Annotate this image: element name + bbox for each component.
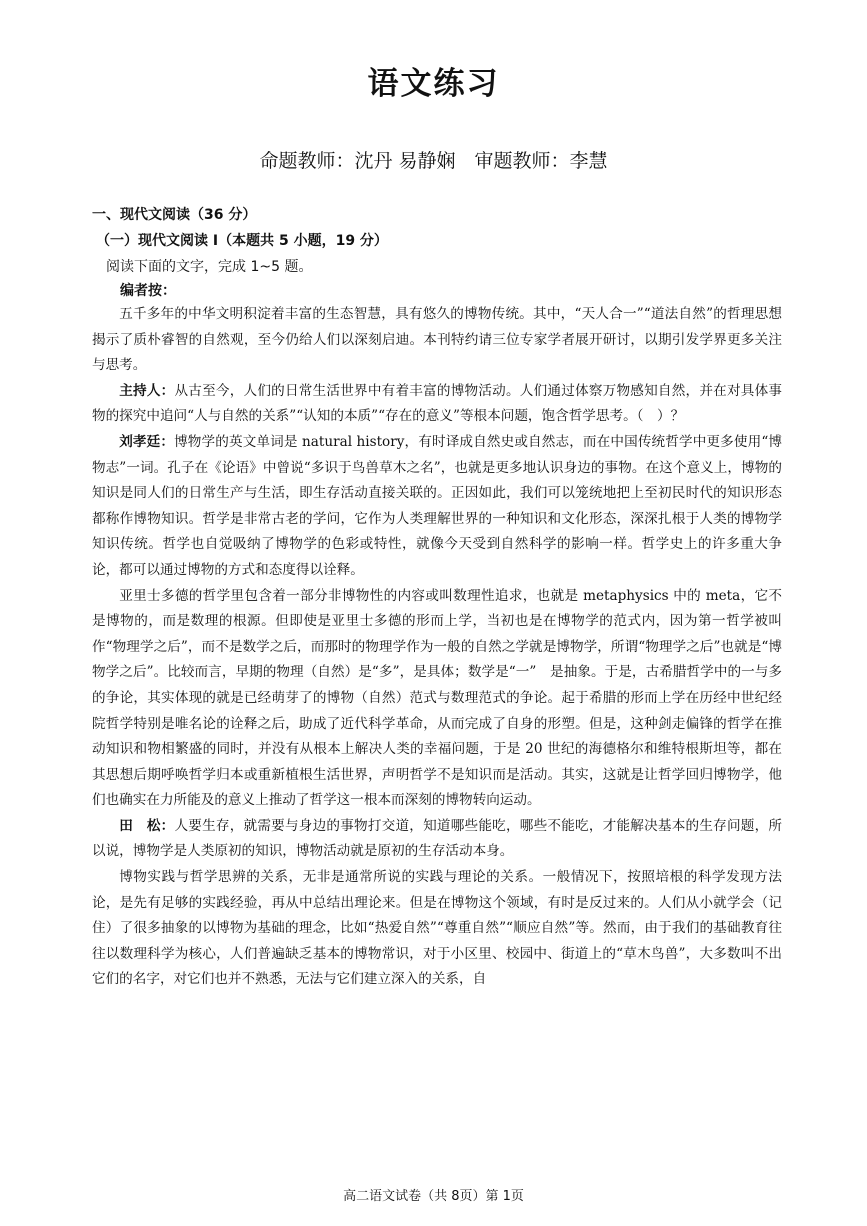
paragraph bbox=[92, 814, 782, 865]
paragraph-text: 从古至今，人们的日常生活世界中有着丰富的博物活动。人们通过体察万物感知自然，并在对具体事物的探究中追问“人与自然的关系”“认知的本质”“存在的意义”等根本问题，饱含哲学思考。（ ）？ bbox=[92, 382, 783, 425]
page-footer: 高二语文试卷（共 8页）第 1页 bbox=[343, 1189, 524, 1204]
subsection-heading: （一）现代文阅读 I（本题共 5 小题，19 分） bbox=[96, 233, 388, 249]
paragraph bbox=[92, 379, 782, 430]
instruction-text: 阅读下面的文字，完成 1~5 题。 bbox=[106, 259, 313, 275]
paragraph-text: 博物学的英文单词是 natural history，有时译成自然史或自然志，而在中国传统哲学中更多使用“博物志”一词。孔子在《论语》中曾说“多识于鸟兽草木之名”，也就是更多地认识身边的事物。在这个意义上，博物的知识是同人们的日常生产与生活，即生存活动直接关联的。正因如此，我们可以笼统地把上至初民时代的知识形态都称作博物知识。哲学是非常古老的学问，它作为人类理解世界的一种知识和文化形态，深深扎根于人类的博物学知识传统。哲学也自觉吸纳了博物学的色彩或特性，就像今天受到自然科学的影响一样。哲学史上的许多重大争论，都可以通过博物的方式和态度得以诠释。 bbox=[92, 433, 782, 578]
section-heading: 一、现代文阅读（36 分） bbox=[92, 207, 257, 223]
reviewer-label: 审题教师： bbox=[474, 150, 570, 172]
paragraph bbox=[92, 584, 782, 814]
teacher-credits bbox=[0, 146, 867, 173]
setter-names: 沈丹 易静娴 bbox=[354, 150, 456, 172]
speaker-label: 主持人： bbox=[119, 382, 175, 399]
paragraph bbox=[92, 430, 782, 584]
editor-note-label: 编者按： bbox=[120, 283, 176, 299]
paragraph-text: 博物实践与哲学思辨的关系，无非是通常所说的实践与理论的关系。一般情况下，按照培根的科学发现方法论，是先有足够的实践经验，再从中总结出理论来。但是在博物这个领域，有时是反过来的。人们从小就学会（记住）了很多抽象的以博物为基础的理念，比如“热爱自然”“尊重自然”“顺应自然”等。然而，由于我们的基础教育往往以数理科学为核心，人们普遍缺乏基本的博物常识，对于小区里、校园中、街道上的“草木鸟兽”，大多数叫不出它们的名字，对它们也并不熟悉，无法与它们建立深入的关系，自 bbox=[92, 869, 782, 988]
paragraph-text: 亚里士多德的哲学里包含着一部分非博物性的内容或叫数理性追求，也就是 metaphysics 中的 meta，它不是博物的，而是数理的根源。但即使是亚里士多德的形而上学，当初也是在博物学的范式内，因为第一哲学被叫作“物理学之后”，而不是数学之后，而那时的物理学作为一般的自然之学就是博物学，所谓“物理学之后”也就是“博物学之后”。比较而言，早期的物理（自然）是“多”，是具体；数学是“一” 是抽象。于是，古希腊哲学中的一与多的争论，其实体现的就是已经萌芽了的博物（自然）范式与数理范式的争论。起于希腊的形而上学在历经中世纪经院哲学特别是唯名论的诠释之后，助成了近代科学革命，从而完成了自身的形塑。但是，这种剑走偏锋的哲学在推动知识和物相繁盛的同时，并没有从根本上解决人类的幸福问题，于是 20 世纪的海德格尔和维特根斯坦等，都在其思想后期呼唤哲学归本或重新植根生活世界，声明哲学不是知识而是活动。其实，这就是让哲学回归博物学，他们也确实在力所能及的意义上推动了哲学这一根本而深刻的博物转向运动。 bbox=[92, 587, 782, 809]
paragraph bbox=[92, 865, 782, 993]
passage-body bbox=[92, 302, 782, 993]
paragraph-text: 人要生存，就需要与身边的事物打交道，知道哪些能吃，哪些不能吃，才能解决基本的生存问题，所以说，博物学是人类原初的知识，博物活动就是原初的生存活动本身。 bbox=[92, 817, 783, 860]
speaker-label: 刘孝廷： bbox=[119, 433, 175, 450]
paragraph-text: 五千多年的中华文明积淀着丰富的生态智慧，具有悠久的博物传统。其中，“天人合一”“道法自然”的哲理思想揭示了质朴睿智的自然观，至今仍给人们以深刻启迪。本刊特约请三位专家学者展开研讨，以期引发学界更多关注与思考。 bbox=[92, 306, 782, 374]
setter-label: 命题教师： bbox=[259, 150, 355, 172]
page-title: 语文练习 bbox=[367, 66, 500, 102]
paragraph bbox=[92, 302, 782, 379]
speaker-label: 田 松： bbox=[119, 817, 175, 834]
reviewer-name: 李慧 bbox=[569, 150, 608, 172]
